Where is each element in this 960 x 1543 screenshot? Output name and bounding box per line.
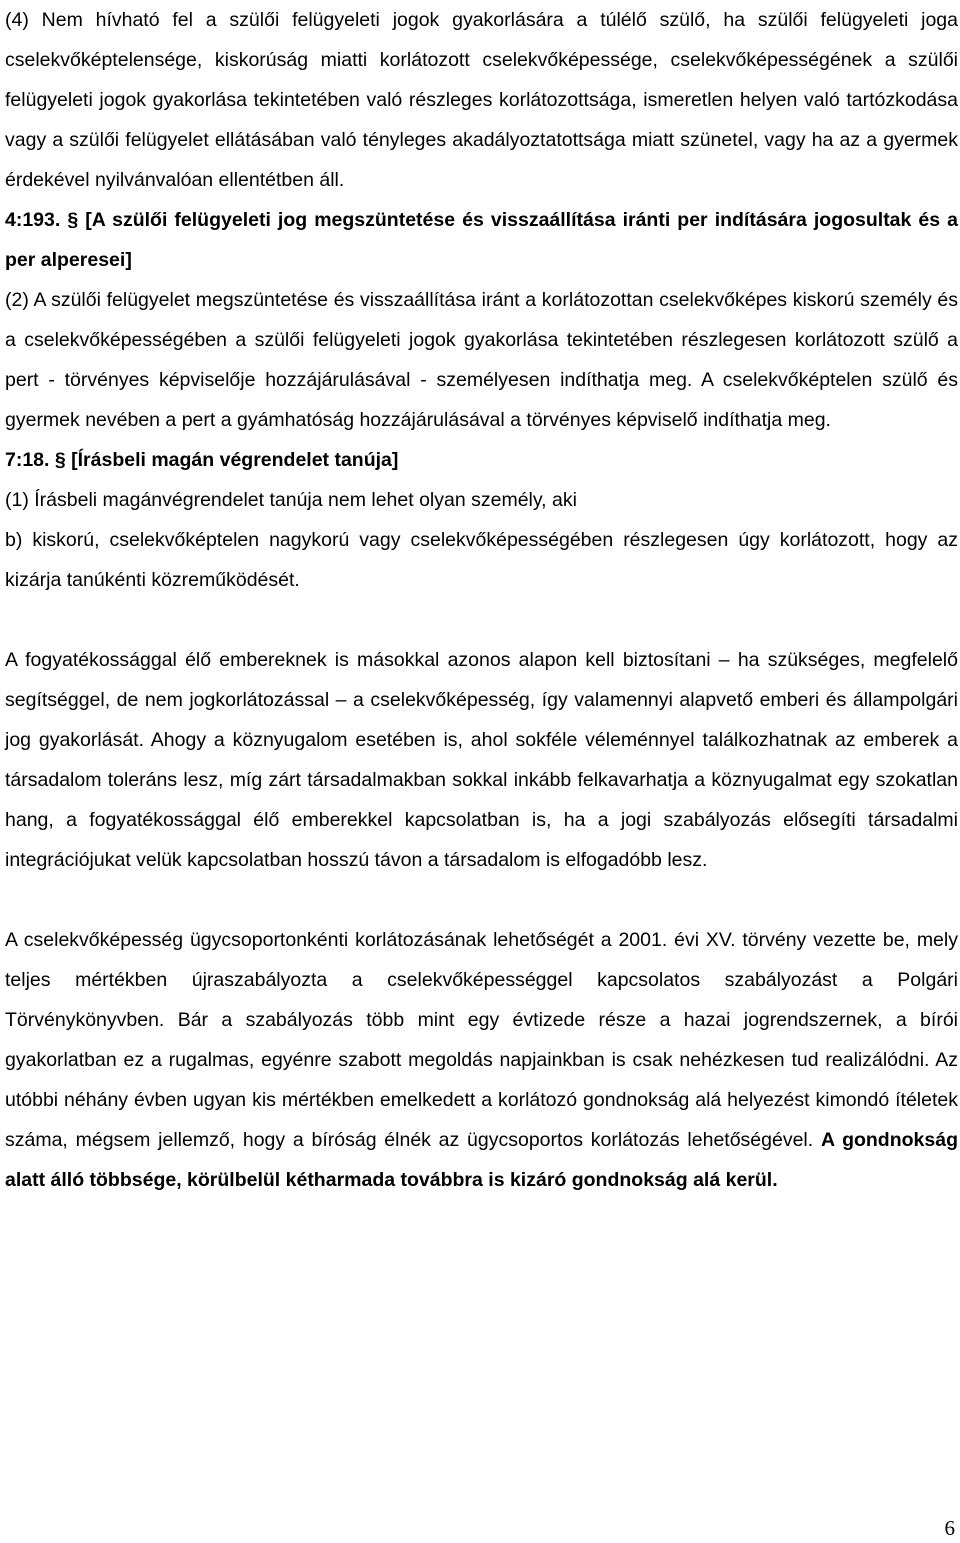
paragraph-capacity-limitation-emphasis: A gondnokság alatt álló többsége, körülbelül kétharmada továbbra is kizáró gondnokság alá kerül. (5, 1129, 958, 1191)
section-heading-7-18: 7:18. § [Írásbeli magán végrendelet tanúja] (5, 449, 399, 471)
paragraph-will-witness-1: (1) Írásbeli magánvégrendelet tanúja nem lehet olyan személy, aki (5, 489, 577, 511)
paragraph-capacity-limitation-text: A cselekvőképesség ügycsoportonkénti korlátozásának lehetőségét a 2001. évi XV. törvény vezette be, mely teljes mértékben újraszabályozta a cselekvőképességgel kapcsolatos szabályozást a Polgári Törvénykönyvben. Bár a szabályozás több mint egy évtizede része a hazai jogrendszernek, a bírói gyakorlatban ez a rugalmas, egyénre szabott megoldás napjainkban is csak nehézkesen tud realizálódni. Az utóbbi néhány évben ugyan kis mértékben emelkedett a korlátozó gondnokság alá helyezést kimondó ítéletek száma, mégsem jellemző, hogy a bíróság élnék az ügycsoportos korlátozás lehetőségével. (5, 929, 958, 1151)
paragraph-will-witness-b: b) kiskorú, cselekvőképtelen nagykorú vagy cselekvőképességében részlegesen úgy korlátozott, hogy az kizárja tanúkénti közreműködését. (5, 529, 958, 591)
paragraph-parental-rights-4: (4) Nem hívható fel a szülői felügyeleti jogok gyakorlására a túlélő szülő, ha szülői felügyeleti joga cselekvőképtelensége, kiskorúság miatti korlátozott cselekvőképessége, cselekvőképességének a szülői felügyeleti jogok gyakorlása tekintetében való részleges korlátozottsága, ismeretlen helyen való tartózkodása vagy a szülői felügyelet ellátásában való tényleges akadályoztatottsága miatt szünetel, vagy ha az a gyermek érdekével nyilvánvalóan ellentétben áll. (5, 9, 958, 191)
section-heading-4-193: 4:193. § [A szülői felügyeleti jog megszüntetése és visszaállítása iránti per indítására jogosultak és a per alperesei] (5, 209, 958, 271)
document-page (5, 0, 958, 1200)
page-number: 6 (944, 1516, 955, 1540)
paragraph-disability-integration: A fogyatékossággal élő embereknek is másokkal azonos alapon kell biztosítani – ha szükséges, megfelelő segítséggel, de nem jogkorlátozással – a cselekvőképesség, így valamennyi alapvető emberi és állampolgári jog gyakorlását. Ahogy a köznyugalom esetében is, ahol sokféle véleménnyel találkozhatnak az emberek a társadalom toleráns lesz, míg zárt társadalmakban sokkal inkább felkavarhatja a köznyugalmat egy szokatlan hang, a fogyatékossággal élő emberekkel kapcsolatban is, ha a jogi szabályozás elősegíti társadalmi integrációjukat velük kapcsolatban hosszú távon a társadalom is elfogadóbb lesz. (5, 649, 958, 871)
paragraph-spacer (5, 600, 958, 640)
paragraph-capacity-limitation (5, 920, 958, 1200)
paragraph-spacer (5, 880, 958, 920)
paragraph-parental-rights-lawsuit: (2) A szülői felügyelet megszüntetése és visszaállítása iránt a korlátozottan cselekvőképes kiskorú személy és a cselekvőképességében a szülői felügyeleti jogok gyakorlása tekintetében részlegesen korlátozott szülő a pert - törvényes képviselője hozzájárulásával - személyesen indíthatja meg. A cselekvőképtelen szülő és gyermek nevében a pert a gyámhatóság hozzájárulásával a törvényes képviselő indíthatja meg. (5, 289, 958, 431)
